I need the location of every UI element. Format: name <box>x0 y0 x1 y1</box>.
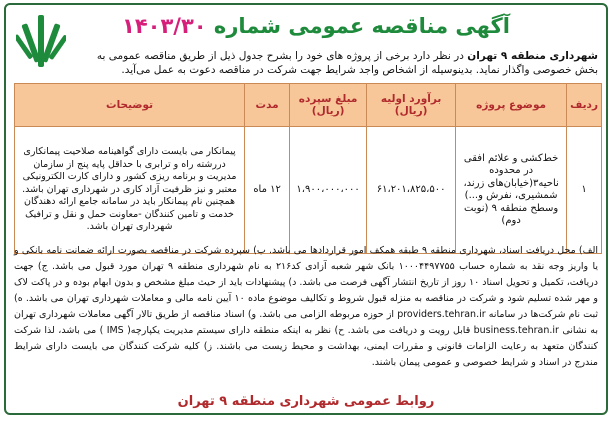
col-estimate: برآورد اولیه (ریال) <box>367 84 456 127</box>
projects-table <box>14 83 602 254</box>
title-text: آگهی مناقصه عمومی شماره <box>213 14 510 38</box>
intro-text: در نظر دارد برخی از پروژه های خود را بشرح جدول ذیل از طریق مناقصه عمومی به بخش خصوصی واگذار نماید. بدینوسیله از اشخاص واجد شرایط جهت شرکت در مناقصه دعوت به عمل می‌آید. <box>96 50 598 76</box>
col-notes: توضیحات <box>15 84 245 127</box>
organization-name: شهرداری منطقه ۹ تهران <box>467 50 598 62</box>
col-row: ردیف <box>567 84 602 127</box>
tehran-municipality-logo-icon <box>16 11 66 71</box>
table-row <box>15 127 602 254</box>
cell-row: ۱ <box>567 127 602 254</box>
tender-number: ۱۴۰۳/۳۰ <box>122 14 207 38</box>
col-deposit: مبلغ سپرده (ریال) <box>290 84 367 127</box>
notice-title <box>66 11 566 41</box>
cell-notes: پیمانکار می بایست دارای گواهینامه صلاحیت پیمانکاری دررشته راه و ترابری با حداقل پایه پنج از سازمان مدیریت و برنامه ریزی کشور و دارای کارت الکترونیکی معتبر و نیز ظرفیت آزاد کاری در شهرداری تهران باشد. همچنین نام پیمانکار باید در سامانه جامع ارائه دهندگان خدمت و تامین کنندگان -معاونت حمل و نقل و ترافیک شهرداری تهران باشد. <box>15 127 245 254</box>
col-duration: مدت <box>245 84 290 127</box>
cell-deposit: ۱،۹۰۰،۰۰۰،۰۰۰ <box>290 127 367 254</box>
public-relations-signature: روابط عمومی شهرداری منطقه ۹ تهران <box>177 394 435 409</box>
tender-notice <box>4 3 608 415</box>
cell-project: خط‌کشی و علائم افقی در محدوده ناحیه۳(خیابان‌های زرند، شمشیری، نفرش و...) وسطح منطقه ۹ (نوبت دوم) <box>456 127 567 254</box>
conditions-text: الف) محل دریافت اسناد، شهرداری منطقه ۹ طبقه همکف امور قراردادها می باشد. ب) سپرده شرکت در مناقصه بصورت ارائه ضمانت نامه بانکی و یا واریز وجه نقد به شماره حساب ۱۰۰۰۴۴۹۷۷۵۵ بانک شهر شعبه آزادی کد۲۱۶ به نام شهرداری منطقه ۹ تهران مورد قبول می باشد. ج) جهت دریافت، تکمیل و تحویل اسناد ۱۰ روز از تاریخ انتشار آگهی فرصت می باشد. د) پیشنهادات باید از حیث مبلغ مشخص و بدون ابهام بوده و در پاکت لاک و مهر شده تسلیم شود و شرکت در مناقصه به منزله قبول شروط و تکالیف موضوع ماده ۱۰ آیین نامه مالی و معاملات شهرداری تهران می باشد. ه) ثبت نام شرکت‌ها در سامانه providers.tehran.ir از حوزه مربوطه الزامی می باشد. و) اسناد مناقصه از طریق تالار آگهی معاملات شهرداری تهران به نشانی business.tehran.ir قابل رویت و دریافت می باشد. ح) نظر به اینکه منطقه دارای سیستم مدیریت یکپارچه( IMS ) می باشد، لذا شرکت کنندگان متعهد به رعایت الزامات قانونی و مقررات ایمنی، بهداشت و محیط زیست می باشند. ز) کلیه شرکت کنندگان می بایست دارای شرایط مندرج در اسناد و شرایط خصوصی و عمومی پیمان باشند. <box>14 245 599 368</box>
cell-duration: ۱۲ ماه <box>245 127 290 254</box>
intro-paragraph <box>72 49 598 77</box>
cell-estimate: ۶۱،۲۰۱،۸۲۵،۵۰۰ <box>367 127 456 254</box>
table-header-row <box>15 84 602 127</box>
col-project: موضوع پروژه <box>456 84 567 127</box>
